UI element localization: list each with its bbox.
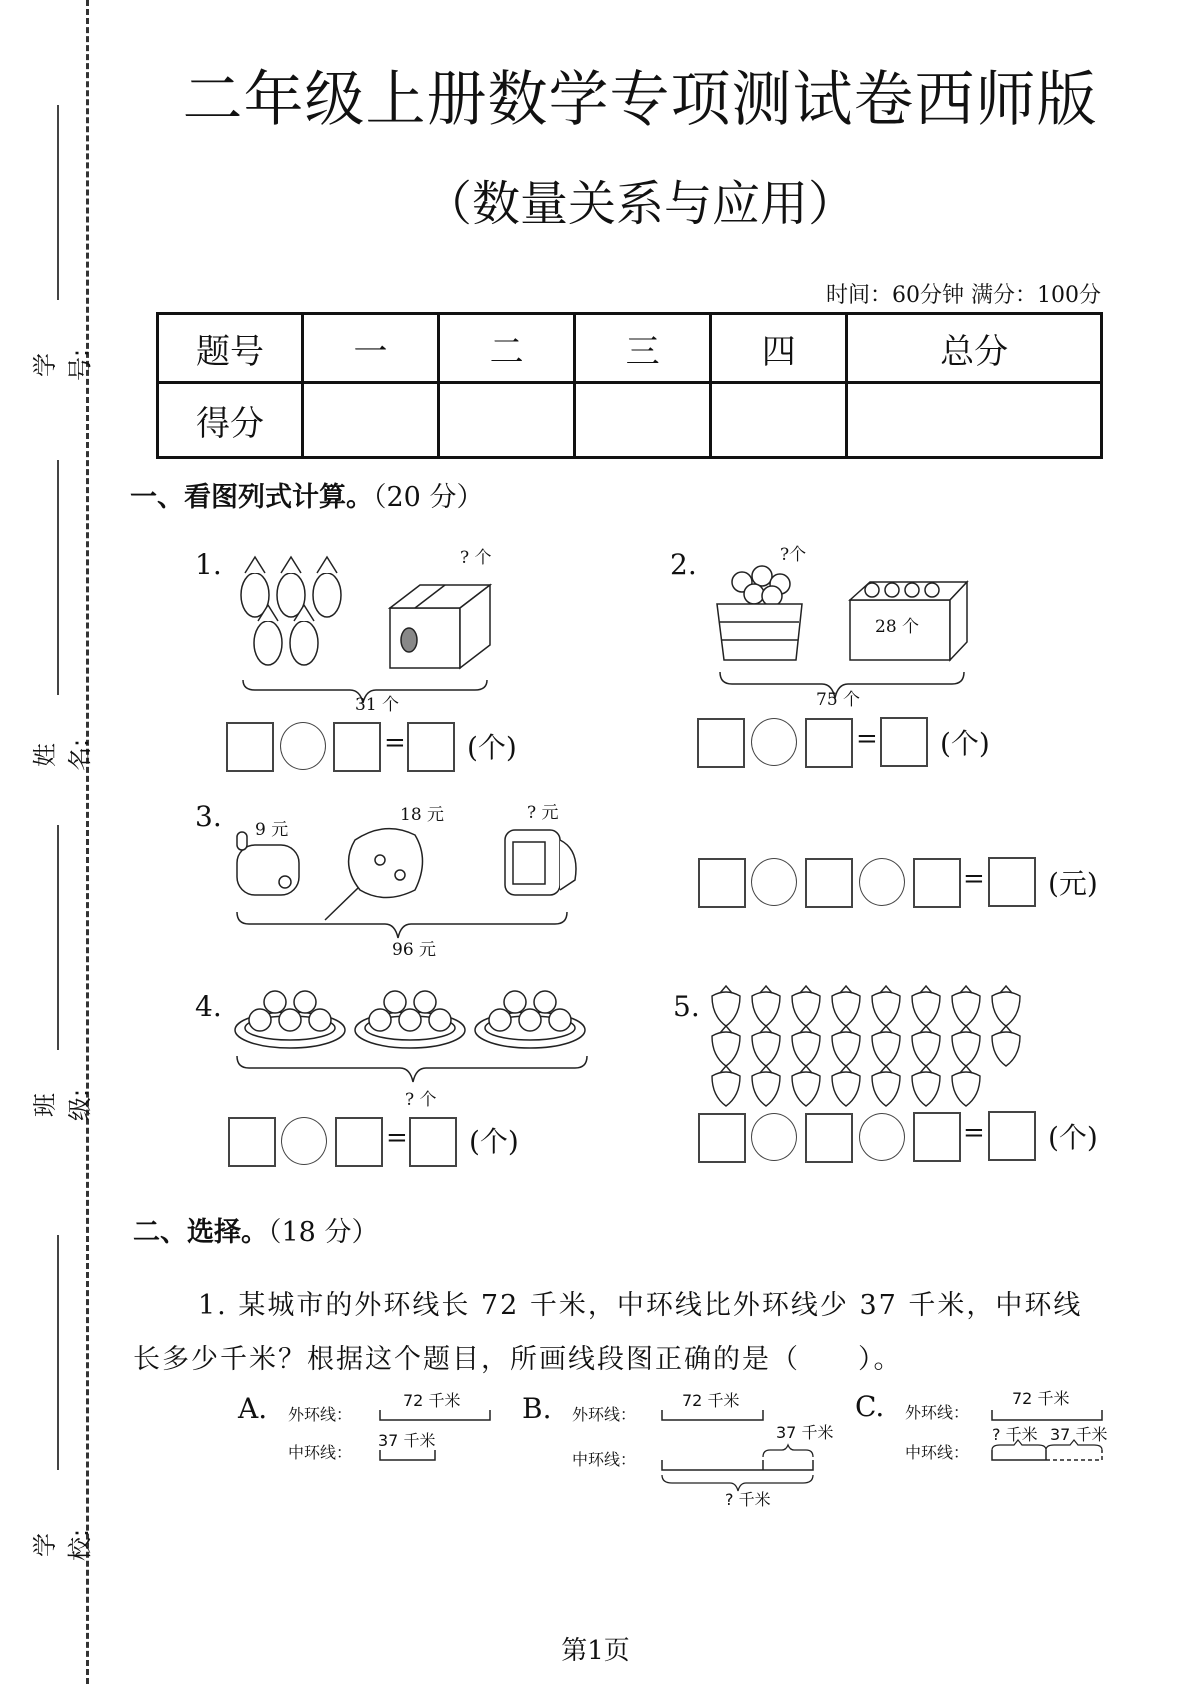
- q4-answer-box-2[interactable]: [335, 1117, 383, 1167]
- s2-q1-text-line2: 长多少千米？根据这个题目，所画线段图正确的是（ ）。: [133, 1344, 903, 1375]
- option-b-inner-label: 中环线：: [572, 1450, 637, 1469]
- s2-q1-text-line1: 1. 某城市的外环线长 72 千米，中环线比外环线少 37 千米，中环线: [198, 1290, 1083, 1321]
- q3-price-3: ? 元: [527, 803, 559, 823]
- q4-operator-circle[interactable]: [281, 1117, 327, 1165]
- strawberry-icon-row-1: [712, 986, 1020, 1026]
- name-label: 姓名:: [31, 738, 94, 772]
- q5-number: 5.: [673, 990, 700, 1023]
- q3-unit: (元): [1048, 867, 1098, 900]
- q3-price-1: 9 元: [255, 820, 289, 840]
- q3-answer-box-1[interactable]: [698, 858, 746, 908]
- option-b-outer-value: 72 千米: [682, 1391, 740, 1410]
- option-a-letter[interactable]: A.: [238, 1392, 268, 1425]
- option-c-inner-value: 37 千米: [1050, 1425, 1108, 1444]
- section1-heading: [130, 475, 483, 514]
- q5-unit: (个): [1048, 1121, 1098, 1154]
- binding-dotted-line: [86, 0, 89, 1684]
- score-cell[interactable]: [711, 383, 847, 458]
- fan-icon: [325, 829, 423, 920]
- header-cell: 总分: [847, 314, 1102, 383]
- pineapple-icon: [277, 557, 305, 617]
- header-cell: 题号: [158, 314, 303, 383]
- peach-plate-icon: [475, 991, 585, 1048]
- option-c-segment-diagram: [990, 1405, 1110, 1475]
- option-a-outer-value: 72 千米: [403, 1391, 461, 1410]
- q3-number: 3.: [195, 800, 222, 833]
- score-table-header-row: [158, 314, 1102, 383]
- q2-unknown-label: ?个: [780, 545, 807, 565]
- option-a-inner-value: 37 千米: [378, 1431, 436, 1450]
- q3-answer-box-2[interactable]: [805, 858, 853, 908]
- section2-heading: [133, 1210, 378, 1249]
- pencil-case-icon: [237, 832, 299, 895]
- class-line[interactable]: [57, 825, 59, 1050]
- strawberry-icon-row-3: [712, 1066, 980, 1106]
- option-b-letter[interactable]: B.: [522, 1392, 552, 1425]
- q3-operator-circle-2[interactable]: [859, 858, 905, 906]
- exam-meta: 时间：60分钟 满分：100分: [826, 283, 1101, 308]
- q2-answer-box-1[interactable]: [697, 718, 745, 768]
- q3-answer-box-3[interactable]: [913, 858, 961, 908]
- peach-plate-icon: [235, 991, 345, 1048]
- q5-result-box[interactable]: [988, 1111, 1036, 1161]
- school-line[interactable]: [57, 1235, 59, 1470]
- header-cell: 四: [711, 314, 847, 383]
- q4-total-label: ? 个: [405, 1090, 437, 1110]
- q1-equals: =: [384, 728, 406, 758]
- q5-strawberries-illustration: [712, 983, 1032, 1108]
- option-c-outer-value: 72 千米: [1012, 1389, 1070, 1408]
- option-c-outer-label: 外环线：: [905, 1403, 970, 1422]
- q1-result-box[interactable]: [407, 722, 455, 772]
- q4-equals: =: [386, 1123, 408, 1153]
- option-b-inner-value: 37 千米: [776, 1423, 834, 1442]
- q4-peach-plates-illustration: [235, 980, 605, 1100]
- q3-result-box[interactable]: [988, 857, 1036, 907]
- q5-answer-box-3[interactable]: [913, 1112, 961, 1162]
- score-cell[interactable]: [439, 383, 575, 458]
- q3-price-2: 18 元: [400, 805, 445, 825]
- q2-answer-box-2[interactable]: [805, 718, 853, 768]
- page-subtitle: （数量关系与应用）: [423, 176, 856, 232]
- score-table: [156, 312, 1103, 459]
- option-b-total-label: ? 千米: [725, 1490, 771, 1509]
- apple-basket-icon: [717, 566, 802, 660]
- pineapple-icon: [241, 557, 269, 617]
- section1-points: （20 分）: [373, 482, 484, 513]
- score-cell[interactable]: [575, 383, 711, 458]
- q1-answer-box-1[interactable]: [226, 722, 274, 772]
- name-line[interactable]: [57, 460, 59, 695]
- q3-operator-circle-1[interactable]: [751, 858, 797, 906]
- q1-operator-circle[interactable]: [280, 722, 326, 770]
- option-b-outer-label: 外环线：: [572, 1405, 637, 1424]
- student-id-line[interactable]: [57, 105, 59, 300]
- q5-answer-box-1[interactable]: [698, 1113, 746, 1163]
- q2-number: 2.: [670, 548, 697, 581]
- q2-crate-label: 28 个: [875, 617, 920, 637]
- option-c-letter[interactable]: C.: [855, 1390, 885, 1423]
- q4-answer-box-1[interactable]: [228, 1117, 276, 1167]
- q2-equals: =: [856, 724, 878, 754]
- option-a-segment-diagram: [378, 1405, 498, 1465]
- q5-answer-box-2[interactable]: [805, 1113, 853, 1163]
- q1-answer-box-2[interactable]: [333, 722, 381, 772]
- q4-number: 4.: [195, 990, 222, 1023]
- page-title: 二年级上册数学专项测试卷西师版: [182, 65, 1098, 135]
- score-row-label: 得分: [158, 383, 303, 458]
- header-cell: 一: [303, 314, 439, 383]
- pineapple-icon: [313, 557, 341, 617]
- section2-points: （18 分）: [268, 1217, 379, 1248]
- q4-result-box[interactable]: [409, 1117, 457, 1167]
- class-label: 班级:: [31, 1088, 94, 1122]
- q3-equals: =: [963, 864, 985, 894]
- strawberry-icon-row-2: [712, 1026, 1020, 1066]
- score-cell[interactable]: [847, 383, 1102, 458]
- q2-operator-circle[interactable]: [751, 718, 797, 766]
- q2-total-label: 75 个: [816, 690, 861, 710]
- q2-result-box[interactable]: [880, 717, 928, 767]
- option-c-inner-question: ? 千米: [992, 1425, 1038, 1444]
- header-cell: 三: [575, 314, 711, 383]
- student-id-label: 学号:: [31, 348, 94, 382]
- option-a-outer-label: 外环线：: [288, 1405, 353, 1424]
- q1-total-label: 31 个: [355, 695, 400, 715]
- q1-number: 1.: [195, 548, 222, 581]
- q5-operator-circle-1[interactable]: [751, 1113, 797, 1161]
- q5-equals: =: [963, 1118, 985, 1148]
- school-label: 学校:: [31, 1528, 94, 1562]
- watch-icon: [505, 830, 576, 895]
- option-c-inner-label: 中环线：: [905, 1443, 970, 1462]
- q5-operator-circle-2[interactable]: [859, 1113, 905, 1161]
- section1-title: 一、看图列式计算。: [130, 482, 373, 513]
- score-table-score-row: [158, 383, 1102, 458]
- score-cell[interactable]: [303, 383, 439, 458]
- option-a-inner-label: 中环线：: [288, 1443, 353, 1462]
- header-cell: 二: [439, 314, 575, 383]
- q2-unit: (个): [940, 727, 990, 760]
- q3-total-label: 96 元: [392, 940, 437, 960]
- q4-unit: (个): [469, 1125, 519, 1158]
- page-number: 第1页: [561, 1636, 630, 1666]
- section2-title: 二、选择。: [133, 1217, 268, 1248]
- q1-unknown-label: ? 个: [460, 548, 492, 568]
- q1-unit: (个): [467, 731, 517, 764]
- peach-plate-icon: [355, 991, 465, 1048]
